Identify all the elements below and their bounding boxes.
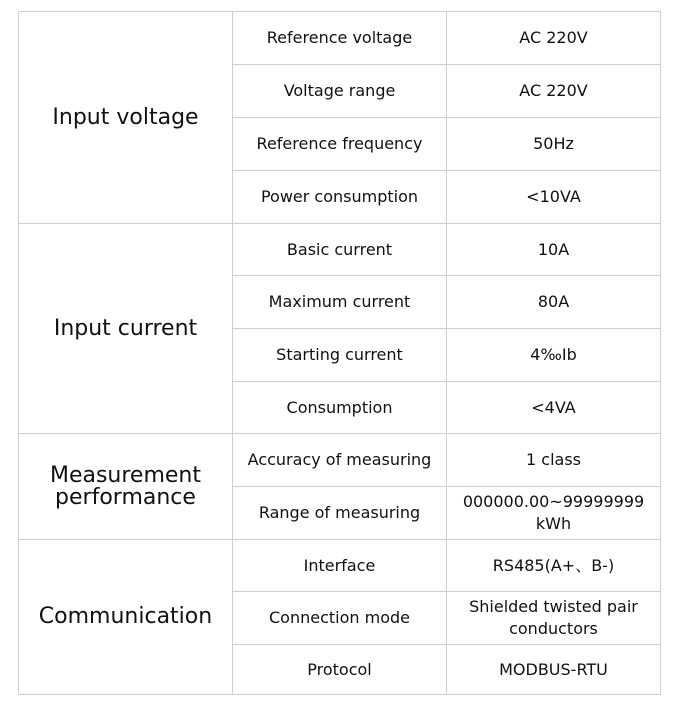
param-value: Shielded twisted pair conductors bbox=[447, 592, 661, 645]
table-row bbox=[19, 540, 661, 592]
param-label: Connection mode bbox=[233, 592, 447, 645]
table-row bbox=[19, 12, 661, 65]
param-label: Protocol bbox=[233, 645, 447, 695]
param-label: Voltage range bbox=[233, 65, 447, 118]
specification-table bbox=[18, 11, 661, 695]
param-label: Starting current bbox=[233, 329, 447, 382]
param-label: Range of measuring bbox=[233, 487, 447, 540]
param-label: Basic current bbox=[233, 224, 447, 276]
group-label-input-current: Input current bbox=[19, 224, 233, 434]
param-value: 1 class bbox=[447, 434, 661, 487]
table-row bbox=[19, 434, 661, 487]
spec-table-container bbox=[18, 11, 661, 695]
param-value: 4‰Ib bbox=[447, 329, 661, 382]
param-value: 80A bbox=[447, 276, 661, 329]
table-row bbox=[19, 224, 661, 276]
param-value: <4VA bbox=[447, 382, 661, 434]
param-label: Reference frequency bbox=[233, 118, 447, 171]
param-label: Accuracy of measuring bbox=[233, 434, 447, 487]
param-label: Reference voltage bbox=[233, 12, 447, 65]
param-value: 000000.00~99999999 kWh bbox=[447, 487, 661, 540]
group-label-measurement-performance: Measurement performance bbox=[19, 434, 233, 540]
group-label-communication: Communication bbox=[19, 540, 233, 695]
param-value: RS485(A+、B-) bbox=[447, 540, 661, 592]
group-label-input-voltage: Input voltage bbox=[19, 12, 233, 224]
param-value: 10A bbox=[447, 224, 661, 276]
param-label: Interface bbox=[233, 540, 447, 592]
param-value: AC 220V bbox=[447, 12, 661, 65]
param-label: Maximum current bbox=[233, 276, 447, 329]
param-label: Power consumption bbox=[233, 171, 447, 224]
param-value: 50Hz bbox=[447, 118, 661, 171]
param-value: AC 220V bbox=[447, 65, 661, 118]
param-value: <10VA bbox=[447, 171, 661, 224]
param-value: MODBUS-RTU bbox=[447, 645, 661, 695]
param-label: Consumption bbox=[233, 382, 447, 434]
